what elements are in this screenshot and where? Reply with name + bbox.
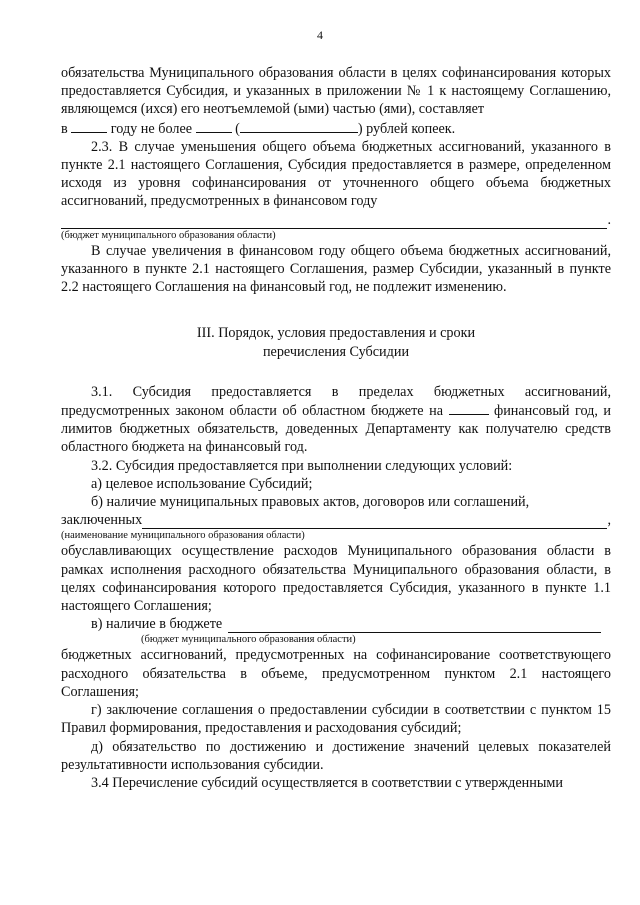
text-condition-v: в) наличие в бюджете <box>91 616 223 633</box>
paragraph-3-2: 3.2. Субсидия предоставляется при выполнении следующих условий: <box>91 457 513 474</box>
text-3-1-a: 3.1. Субсидия предоставляется в пределах бюджетных ассигнований, предусмотренных законом области об областном бюджете на <box>61 383 611 420</box>
fill-line-concluded <box>61 511 611 529</box>
text-3-1-b: финансовый год, и лимитов бюджетных обязательств, доведенных Департаменту как получателю средств областного бюджета на финансовый год. <box>61 403 611 456</box>
condition-b-continued: обуславливающих осуществление расходов Муниципального образования области в рамках исполнения расходного обязательства Муниципального образования области, в целях софинансирования которого предоставляется Субсидия, указанного в пункте 1.1 настоящего Соглашения; <box>61 543 611 615</box>
blank-amount-words <box>240 119 358 133</box>
text-rubles: ) рублей копеек. <box>357 120 456 137</box>
section-title-line-2: перечисления Субсидии <box>262 343 410 360</box>
condition-g: г) заключение соглашения о предоставлении субсидии в соответствии с пунктом 15 Правил формирования, предоставления и расходования субсидий; <box>61 702 611 737</box>
text-v: в <box>61 120 68 137</box>
blank-budget-1 <box>61 214 607 229</box>
caption-municipality-name: (наименование муниципального образования области) <box>61 530 305 542</box>
condition-b: б) наличие муниципальных правовых актов, договоров или соглашений, <box>91 494 530 511</box>
text-concluded: заключенных <box>61 512 143 529</box>
paragraph-3-4: 3.4 Перечисление субсидий осуществляется в соответствии с утвержденными <box>91 774 563 791</box>
blank-year <box>71 119 107 133</box>
text-comma: , <box>607 512 611 529</box>
paragraph-obligations: обязательства Муниципального образования области в целях софинансирования которых предоставляется Субсидия, и указанных в приложении № 1 к настоящему Соглашению, являющемся (ихся) его неотъемлемой (ыми) частью (ями), составляет <box>61 65 611 118</box>
condition-v-continued: бюджетных ассигнований, предусмотренных на софинансирование соответствующего расходного обязательства в объеме, предусмотренном пунктом 2.1 настоящего Соглашения; <box>61 647 611 700</box>
paragraph-obligations-amount <box>61 119 611 138</box>
condition-d: д) обязательство по достижению и достижение значений целевых показателей результативности использования субсидии. <box>61 738 611 773</box>
blank-budget-2 <box>228 618 601 633</box>
condition-a: а) целевое использование Субсидий; <box>91 475 313 492</box>
text-open-paren: ( <box>235 120 240 137</box>
fill-line-budget-2 <box>61 615 601 633</box>
document-body <box>61 64 611 792</box>
text-year-not-more: году не более <box>110 120 193 137</box>
paragraph-3-1 <box>61 383 611 457</box>
blank-amount <box>196 119 232 133</box>
caption-budget-2: (бюджет муниципального образования области) <box>141 634 356 646</box>
page-number: 4 <box>317 28 323 42</box>
paragraph-2-3: 2.3. В случае уменьшения общего объема бюджетных ассигнований, указанного в пункте 2.1 настоящего Соглашения, Субсидия предоставляется в размере, определенном исходя из уровня софинансирования от уточненного общего объема бюджетных ассигнований, предусмотренных в финансовом году <box>61 138 611 210</box>
blank-municipality-name <box>142 514 607 529</box>
fill-line-budget-1 <box>61 211 611 229</box>
caption-budget-1: (бюджет муниципального образования области) <box>61 229 276 241</box>
blank-fin-year <box>449 401 489 415</box>
paragraph-increase: В случае увеличения в финансовом году общего объема бюджетных ассигнований, указанного в пункте 2.1 настоящего Соглашения, размер Субсидии, указанный в пункте 2.2 настоящего Соглашения на финансовый год, не подлежит изменению. <box>61 242 611 296</box>
text-period: . <box>607 211 611 228</box>
section-title-line-1: III. Порядок, условия предоставления и сроки <box>196 325 476 342</box>
